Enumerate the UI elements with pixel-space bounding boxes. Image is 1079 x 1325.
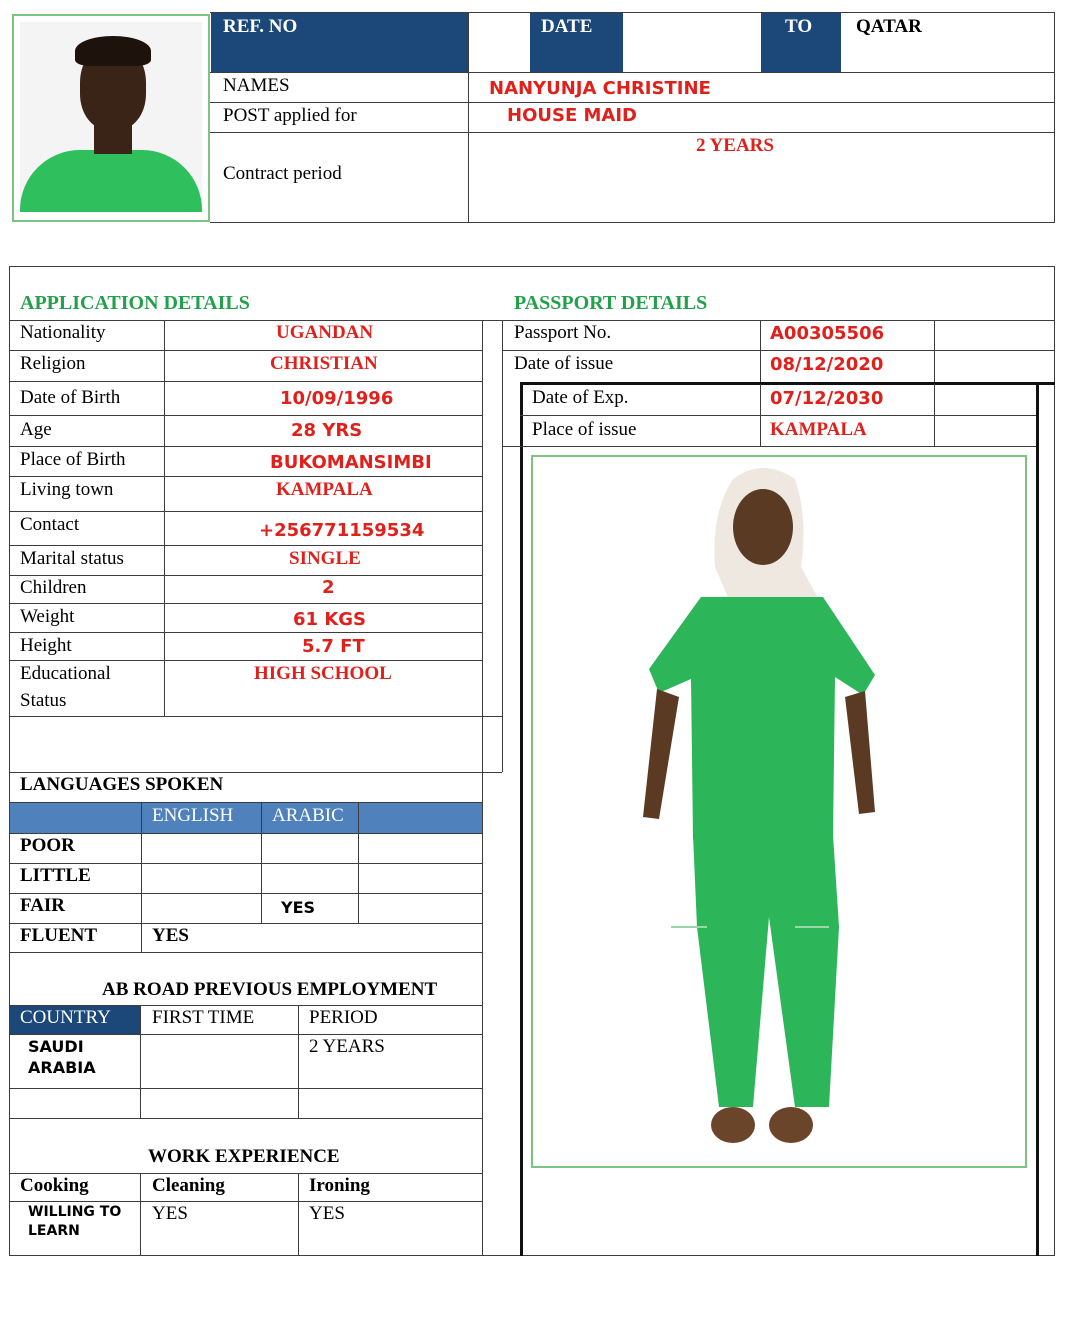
work-title: WORK EXPERIENCE — [148, 1146, 340, 1167]
app-value-marital: SINGLE — [289, 548, 361, 569]
contract-label: Contract period — [223, 163, 342, 184]
app-label-education: Educational — [20, 663, 111, 684]
post-value: HOUSE MAID — [507, 105, 637, 126]
work-col-ironing: Ironing — [309, 1175, 370, 1196]
to-label: TO — [785, 16, 813, 37]
emp-period-value: 2 YEARS — [309, 1036, 385, 1057]
app-value-dob: 10/09/1996 — [280, 388, 394, 409]
employment-title: AB ROAD PREVIOUS EMPLOYMENT — [102, 979, 438, 1000]
emp-col-first-time: FIRST TIME — [152, 1007, 255, 1028]
lang-level-little: LITTLE — [20, 865, 91, 886]
names-label: NAMES — [223, 75, 290, 96]
passport-label-exp-date: Date of Exp. — [532, 387, 629, 408]
app-label-height: Height — [20, 635, 72, 656]
app-label-contact: Contact — [20, 514, 80, 535]
work-ironing-value: YES — [309, 1203, 345, 1224]
lang-fair-arabic: YES — [281, 898, 316, 917]
work-col-cooking: Cooking — [20, 1175, 89, 1196]
app-label-children: Children — [20, 577, 87, 598]
passport-value-issue-place: KAMPALA — [770, 419, 867, 440]
passport-value-issue-date: 08/12/2020 — [770, 354, 884, 375]
app-value-pob: BUKOMANSIMBI — [270, 452, 432, 473]
app-value-weight: 61 KGS — [293, 609, 367, 630]
lang-fluent-english: YES — [152, 925, 189, 946]
app-label-living-town: Living town — [20, 479, 114, 500]
lang-col-arabic: ARABIC — [272, 805, 344, 826]
app-value-religion: CHRISTIAN — [270, 353, 378, 374]
emp-country-line1: SAUDI — [28, 1037, 84, 1056]
app-label-pob: Place of Birth — [20, 449, 126, 470]
app-label-marital: Marital status — [20, 548, 124, 569]
work-cooking-line1: WILLING TO — [28, 1204, 122, 1220]
languages-title: LANGUAGES SPOKEN — [20, 774, 224, 795]
passport-label-issue-place: Place of issue — [532, 419, 637, 440]
passport-title: PASSPORT DETAILS — [514, 292, 708, 314]
emp-col-country: COUNTRY — [20, 1007, 111, 1028]
passport-value-exp-date: 07/12/2030 — [770, 388, 884, 409]
emp-country-line2: ARABIA — [28, 1058, 96, 1077]
app-value-height: 5.7 FT — [302, 636, 365, 657]
app-label-weight: Weight — [20, 606, 75, 627]
work-col-cleaning: Cleaning — [152, 1175, 225, 1196]
app-label-age: Age — [20, 419, 52, 440]
app-label-dob: Date of Birth — [20, 387, 121, 408]
contract-value: 2 YEARS — [696, 135, 774, 156]
app-value-children: 2 — [322, 577, 335, 598]
passport-label-issue-date: Date of issue — [514, 353, 614, 374]
date-label: DATE — [541, 16, 593, 37]
application-title: APPLICATION DETAILS — [20, 292, 250, 314]
portrait-photo — [12, 14, 210, 222]
passport-value-no: A00305506 — [770, 323, 885, 344]
ref-no-label: REF. NO — [223, 16, 298, 37]
lang-level-fluent: FLUENT — [20, 925, 98, 946]
destination-value: QATAR — [856, 16, 922, 37]
work-cooking-line2: LEARN — [28, 1223, 80, 1239]
app-value-nationality: UGANDAN — [276, 322, 374, 343]
app-value-living-town: KAMPALA — [276, 479, 373, 500]
app-label-nationality: Nationality — [20, 322, 106, 343]
lang-col-english: ENGLISH — [152, 805, 234, 826]
full-body-photo — [531, 455, 1027, 1168]
lang-level-fair: FAIR — [20, 895, 66, 916]
app-label-education-2: Status — [20, 690, 67, 711]
post-label: POST applied for — [223, 105, 357, 126]
lang-level-poor: POOR — [20, 835, 75, 856]
work-cleaning-value: YES — [152, 1203, 188, 1224]
names-value: NANYUNJA CHRISTINE — [489, 78, 711, 99]
app-label-religion: Religion — [20, 353, 86, 374]
app-value-age: 28 YRS — [291, 420, 363, 441]
languages-header-row — [10, 803, 482, 833]
passport-label-no: Passport No. — [514, 322, 612, 343]
emp-col-period: PERIOD — [309, 1007, 378, 1028]
app-value-contact: +256771159534 — [259, 520, 425, 541]
app-value-education: HIGH SCHOOL — [254, 663, 392, 684]
